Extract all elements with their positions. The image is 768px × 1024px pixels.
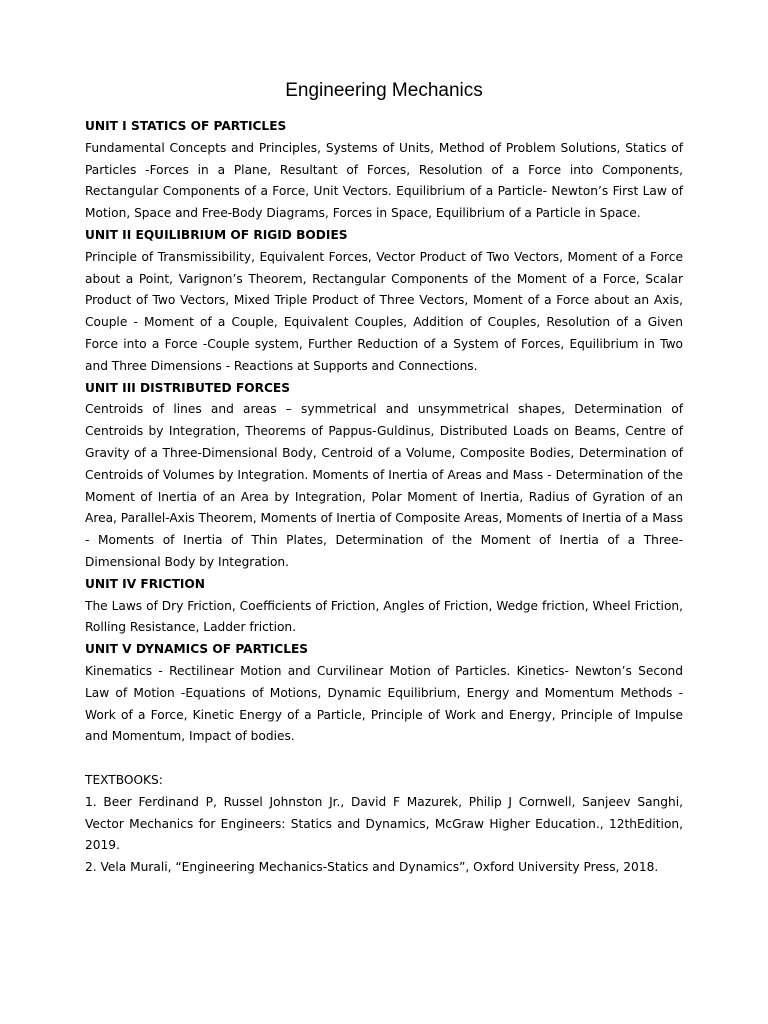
unit-3-content: Centroids of lines and areas – symmetrical and unsymmetrical shapes, Determination of Centroids by Integration, Theorems of Pappus-Guldinus, Distributed Loads on Beams, Centre of Gravity of a Three-Dimensional Body, Centroid of a Volume, Composite Bodies, Determination of Centroids of Volumes by Integration. Moments of Inertia of Areas and Mass - Determination of the Moment of Inertia of an Area by Integration, Polar Moment of Inertia, Radius of Gyration of an Area, Parallel-Axis Theorem, Moments of Inertia of Composite Areas, Moments of Inertia of a Mass - Moments of Inertia of Thin Plates, Determination of the Moment of Inertia of a Three-Dimensional Body by Integration. xyxy=(85,402,683,569)
section-spacer xyxy=(85,748,683,770)
textbook-item-1: 1. Beer Ferdinand P, Russel Johnston Jr., David F Mazurek, Philip J Cornwell, Sanjeev Sanghi, Vector Mechanics for Engineers: Statics and Dynamics, McGraw Higher Education., 12thEdition, 2019. xyxy=(85,794,683,853)
unit-2-heading: UNIT II EQUILIBRIUM OF RIGID BODIES xyxy=(85,227,348,242)
textbooks-label: TEXTBOOKS: xyxy=(85,772,163,787)
unit-4-section xyxy=(85,574,683,639)
unit-1-section xyxy=(85,116,683,225)
unit-5-section xyxy=(85,639,683,748)
unit-3-heading: UNIT III DISTRIBUTED FORCES xyxy=(85,380,290,395)
textbook-item-2: 2. Vela Murali, “Engineering Mechanics-Statics and Dynamics”, Oxford University Press, 2018. xyxy=(85,860,659,875)
unit-2-section xyxy=(85,225,683,378)
unit-1-content: Fundamental Concepts and Principles, Systems of Units, Method of Problem Solutions, Statics of Particles -Forces in a Plane, Resultant of Forces, Resolution of a Force into Components, Rectangular Components of a Force, Unit Vectors. Equilibrium of a Particle- Newton’s First Law of Motion, Space and Free-Body Diagrams, Forces in Space, Equilibrium of a Particle in Space. xyxy=(85,140,683,221)
document-title: Engineering Mechanics xyxy=(285,80,483,101)
unit-3-section xyxy=(85,378,683,574)
document-page xyxy=(85,78,683,879)
unit-2-content: Principle of Transmissibility, Equivalent Forces, Vector Product of Two Vectors, Moment of a Force about a Point, Varignon’s Theorem, Rectangular Components of the Moment of a Force, Scalar Product of Two Vectors, Mixed Triple Product of Three Vectors, Moment of a Force about an Axis, Couple - Moment of a Couple, Equivalent Couples, Addition of Couples, Resolution of a Given Force into a Force -Couple system, Further Reduction of a System of Forces, Equilibrium in Two and Three Dimensions - Reactions at Supports and Connections. xyxy=(85,249,683,373)
unit-4-heading: UNIT IV FRICTION xyxy=(85,576,205,591)
unit-4-content: The Laws of Dry Friction, Coefficients of Friction, Angles of Friction, Wedge friction, Wheel Friction, Rolling Resistance, Ladder friction. xyxy=(85,598,683,635)
textbooks-section xyxy=(85,770,683,879)
unit-5-heading: UNIT V DYNAMICS OF PARTICLES xyxy=(85,642,309,657)
unit-5-content: Kinematics - Rectilinear Motion and Curvilinear Motion of Particles. Kinetics- Newton’s Second Law of Motion -Equations of Motions, Dynamic Equilibrium, Energy and Momentum Methods - Work of a Force, Kinetic Energy of a Particle, Principle of Work and Energy, Principle of Impulse and Momentum, Impact of bodies. xyxy=(85,663,683,744)
unit-1-heading: UNIT I STATICS OF PARTICLES xyxy=(85,119,287,133)
